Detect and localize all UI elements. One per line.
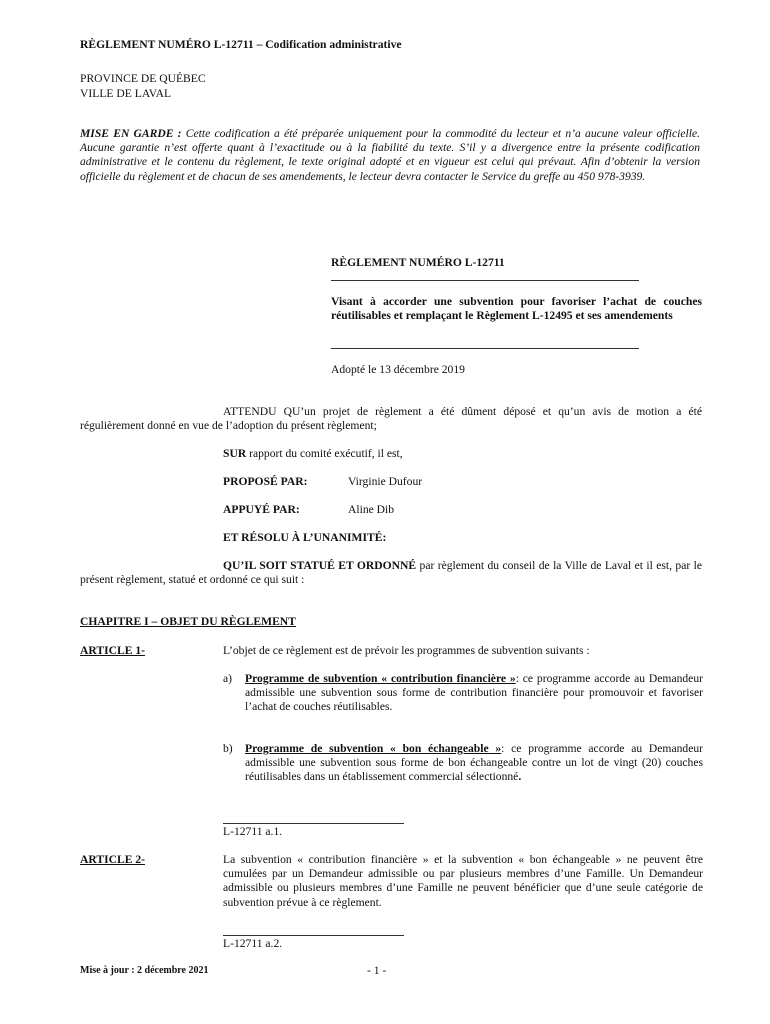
sur-text: rapport du comité exécutif, il est, <box>246 447 403 460</box>
propose-name: Virginie Dufour <box>348 475 423 488</box>
regulation-subject: Visant à accorder une subvention pour favoriser l’achat de couches réutilisables et remplaçant le Règlement L-12495 et ses amendements <box>331 295 702 323</box>
page-number: - 1 - <box>367 964 387 977</box>
statue-label: QU’IL SOIT STATUÉ ET ORDONNÉ <box>223 559 417 572</box>
footer-update: Mise à jour : 2 décembre 2021 <box>80 965 209 976</box>
item-b <box>245 742 703 785</box>
article-2-label: ARTICLE 2- <box>80 853 145 866</box>
statue-paragraph <box>80 559 702 587</box>
article-2-text: La subvention « contribution financière » et la subvention « bon échangeable » ne peuvent être cumulées par un Demandeur admissible ou par plusieurs membres d’une Famille. Un Demandeur admissible ou plusieurs membres d’une Famille ne peuvent bénéficier que d’une seule catégorie de subvention prévue à ce règlement. <box>223 853 703 909</box>
item-b-end: . <box>518 770 522 784</box>
province-label: PROVINCE DE QUÉBEC <box>80 72 206 85</box>
item-a-title: Programme de subvention « contribution financière » <box>245 672 516 685</box>
chapter-title: CHAPITRE I – OBJET DU RÈGLEMENT <box>80 615 296 628</box>
item-a-marker: a) <box>223 672 233 685</box>
item-b-text: : ce programme accorde au Demandeur admissible une subvention sous forme de bon échangeable contre un lot de vingt (20) couches réutilisables dans un établissement commercial sélectionné <box>245 742 703 784</box>
propose-label: PROPOSÉ PAR: <box>223 475 308 488</box>
statue-text: par règlement du conseil de la Ville de Laval et il est, par le présent règlement, statué et ordonné ce qui suit : <box>80 559 702 587</box>
divider <box>331 280 639 281</box>
regulation-number: RÈGLEMENT NUMÉRO L-12711 <box>331 256 505 269</box>
warning-text: Cette codification a été préparée uniquement pour la commodité du lecteur et n’a aucune valeur officielle. Aucune garantie n’est offerte quant à l’exactitude ou à la fiabilité du texte. S’il y a divergence entre la présente codification administrative et le contenu du règlement, le texte original adopté et en vigueur est celui qui prévaut. Afin d’obtenir la version officielle du règlement et de chacun de ses amendements, le lecteur devra contacter le Service du greffe au 450 978-3939. <box>80 127 701 183</box>
attendu-paragraph: ATTENDU QU’un projet de règlement a été dûment déposé et qu’un avis de motion a été régulièrement donné en vue de l’adoption du présent règlement; <box>80 405 702 433</box>
appuye-label: APPUYÉ PAR: <box>223 503 300 516</box>
resolu-line: ET RÉSOLU À L’UNANIMITÉ: <box>223 531 387 544</box>
appuye-name: Aline Dib <box>348 503 395 516</box>
sur-label: SUR <box>223 447 247 460</box>
document-title: RÈGLEMENT NUMÉRO L-12711 – Codification administrative <box>80 38 402 51</box>
article-1-label: ARTICLE 1- <box>80 644 145 657</box>
warning-label: MISE EN GARDE : <box>80 127 182 140</box>
article-1-intro: L’objet de ce règlement est de prévoir les programmes de subvention suivants : <box>223 644 590 657</box>
adoption-date: Adopté le 13 décembre 2019 <box>331 363 465 376</box>
city-label: VILLE DE LAVAL <box>80 87 172 100</box>
item-a <box>245 672 703 715</box>
item-b-title: Programme de subvention « bon échangeable » <box>245 742 502 755</box>
item-a-text: : ce programme accorde au Demandeur admissible une subvention sous forme de contribution financière pour promouvoir et favoriser l’achat de couches réutilisables. <box>245 672 703 714</box>
source-divider <box>223 935 404 936</box>
warning-notice <box>80 127 700 184</box>
sur-line <box>223 447 623 461</box>
source-divider <box>223 823 404 824</box>
divider <box>331 348 639 349</box>
article-1-source: L-12711 a.1. <box>223 825 283 838</box>
item-b-marker: b) <box>223 742 233 755</box>
article-2-source: L-12711 a.2. <box>223 937 283 950</box>
